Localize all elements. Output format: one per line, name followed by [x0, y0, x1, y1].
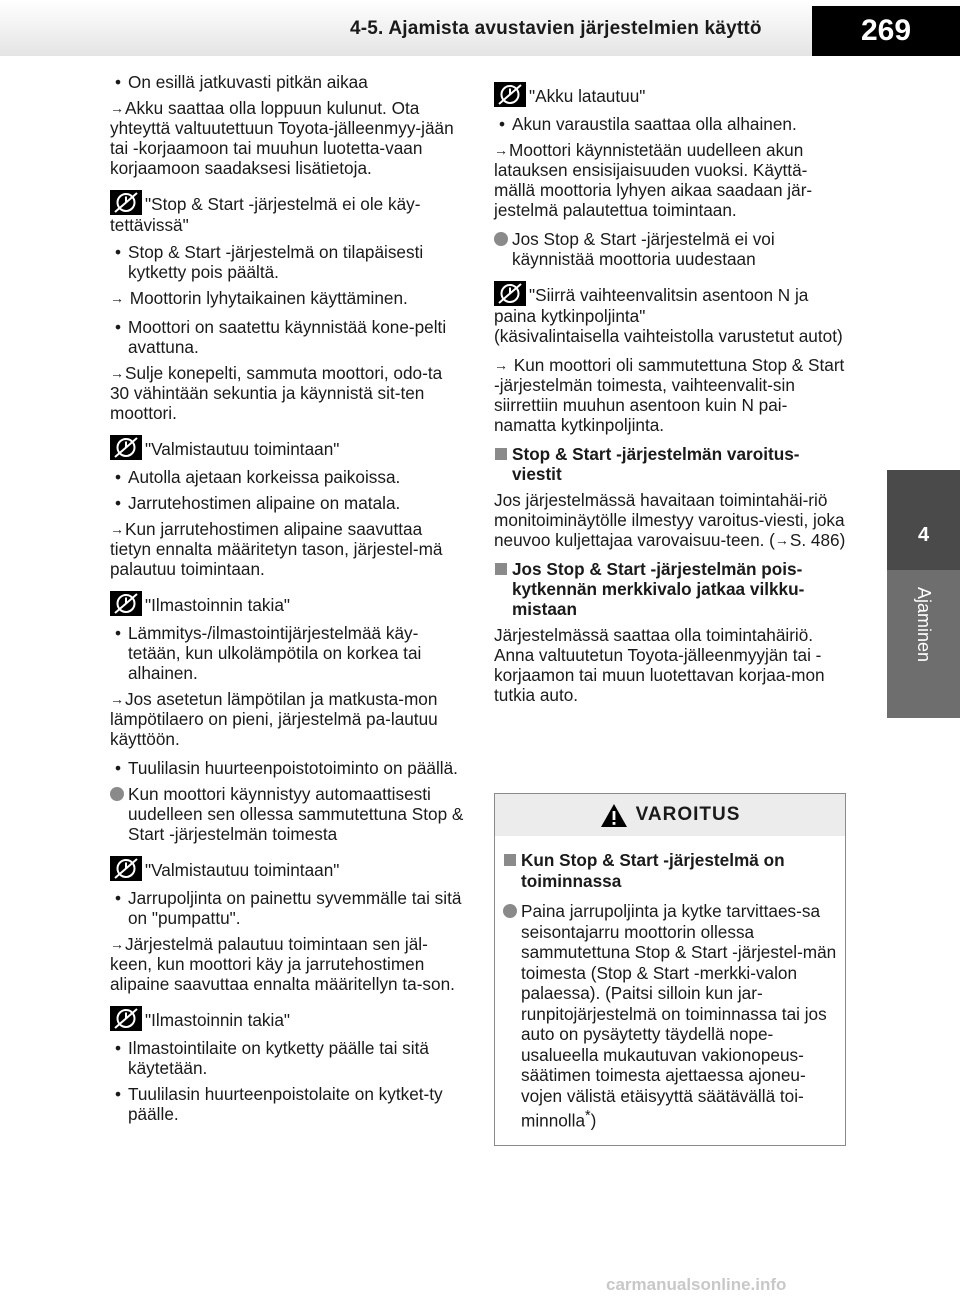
page-reference-link[interactable]: S. 486) [789, 530, 846, 550]
circle-heading: Jos Stop & Start -järjestelmä ei voi käynnistää moottoria uudestaan [494, 229, 846, 269]
stop-start-indicator-icon [110, 591, 142, 616]
message-line: "Valmistautuu toimintaan" [110, 856, 465, 881]
bullet-item: • Jarrutehostimen alipaine on matala. [110, 493, 465, 513]
arrow-paragraph: → Kun moottori oli sammutettuna Stop & Start -järjestelmän toimesta, vaihteenvalit-sin siirrettiin muuhun asentoon kuin N pai-namatta kytkinpoljinta. [494, 355, 845, 435]
arrow-paragraph: →Moottori käynnistetään uudelleen akun latauksen ensisijaisuuden vuoksi. Käyttä-mällä moottoria lyhyen aikaa saadaan jär-jestelmä palautettua toimintaan. [494, 140, 813, 220]
arrow-paragraph: →Jos asetetun lämpötilan ja matkusta-mon lämpötilaero on pieni, järjestelmä pa-lautuu käyttöön. [110, 689, 438, 749]
warning-heading: Kun Stop & Start -järjestelmä on toiminnassa [503, 850, 837, 891]
stop-start-indicator-icon [110, 1006, 142, 1031]
arrow-paragraph: →Kun jarrutehostimen alipaine saavuttaa tietyn ennalta määritetyn tason, järjestel-mä palautuu toimintaan. [110, 519, 443, 579]
arrow-icon: → [110, 691, 124, 707]
message-line: "Ilmastoinnin takia" [110, 1006, 465, 1031]
section-heading: Jos Stop & Start -järjestelmän pois-kytkennän merkkivalo jatkaa vilkku-mistaan [494, 559, 846, 619]
warning-header [495, 794, 845, 836]
watermark: carmanualsonline.info [606, 1275, 787, 1294]
bullet-item: • Stop & Start -järjestelmä on tilapäisesti kytketty pois päältä. [110, 242, 465, 282]
warning-paragraph: Paina jarrupoljinta ja kytke tarvittaes-sa seisontajarru moottorin ollessa sammutettuna Stop & Start -järjestel-män toimesta (Stop & Start -merkki-valon palaessa). (Paitsi silloin kun jar-runpitojärjestelmä on toiminnassa tai jos auto on pysäytetty täydellä nope-usalueella mukautuvan vakionopeus-säätimen toimesta ajettaessa ajoneu-vojen välistä etäisyyttä säätävällä toi-minnolla*) [503, 901, 837, 1131]
warning-triangle-icon [600, 803, 628, 828]
warning-box [494, 793, 846, 1146]
arrow-paragraph: → Moottorin lyhytaikainen käyttäminen. [110, 288, 408, 308]
page-number: 269 [812, 6, 960, 56]
arrow-icon: → [110, 290, 124, 306]
circle-heading: Kun moottori käynnistyy automaattisesti uudelleen sen ollessa sammutettuna Stop & Start -järjestelmän toimesta [110, 784, 465, 844]
body-paragraph: Jos järjestelmässä havaitaan toimintahäi-riö monitoiminäytölle ilmestyy varoitus-viesti, joka neuvoo kuljettajaa varovaisuu-teen. (→S. 486) [494, 490, 846, 550]
body-paragraph: Järjestelmässä saattaa olla toimintahäiriö. Anna valtuutetun Toyota-jälleenmyyjän tai -korjaamon tai muun luotettavan korjaa-mon tutkia auto. [494, 625, 825, 705]
stop-start-indicator-icon [110, 856, 142, 881]
section-heading: Stop & Start -järjestelmän varoitus-viestit [494, 444, 846, 484]
arrow-icon: → [110, 365, 124, 381]
square-bullet-icon [495, 563, 507, 575]
bullet-item: • Tuulilasin huurteenpoistolaite on kytket-ty päälle. [110, 1084, 465, 1124]
stop-start-indicator-icon [494, 281, 526, 306]
warning-title: VAROITUS [635, 804, 741, 825]
circle-bullet-icon [494, 232, 508, 246]
message-line: "Ilmastoinnin takia" [110, 591, 465, 616]
square-bullet-icon [495, 448, 507, 460]
page-header [0, 0, 960, 60]
arrow-icon: → [110, 521, 124, 537]
bullet-item: • Autolla ajetaan korkeissa paikoissa. [110, 467, 465, 487]
chapter-number: 4 [887, 470, 960, 570]
circle-bullet-icon [503, 904, 517, 918]
stop-start-indicator-icon [110, 190, 142, 215]
bullet-item: • Akun varaustila saattaa olla alhainen. [494, 114, 846, 134]
arrow-paragraph: →Sulje konepelti, sammuta moottori, odo-ta 30 vähintään sekuntia ja käynnistä sit-ten moottori. [110, 363, 443, 423]
arrow-icon: → [110, 100, 124, 116]
arrow-icon: → [494, 142, 508, 158]
right-column [494, 72, 846, 714]
bullet-item: • Lämmitys-/ilmastointijärjestelmää käy-tetään, kun ulkolämpötila on korkea tai alhainen. [110, 623, 465, 683]
bullet-item: • Jarrupoljinta on painettu syvemmälle tai sitä on "pumpattu". [110, 888, 465, 928]
message-line: "Valmistautuu toimintaan" [110, 435, 465, 460]
message-note: (käsivalintaisella vaihteistolla varustetut autot) [494, 326, 843, 346]
bullet-item: • Moottori on saatettu käynnistää kone-pelti avattuna. [110, 317, 465, 357]
arrow-paragraph: →Akku saattaa olla loppuun kulunut. Ota yhteyttä valtuutettuun Toyota-jälleenmyy-jään tai -korjaamoon tai muuhun luotetta-vaan korjaamoon saadaksesi lisätietoja. [110, 98, 454, 178]
circle-bullet-icon [110, 787, 124, 801]
bullet-item: • Ilmastointilaite on kytketty päälle tai sitä käytetään. [110, 1038, 465, 1078]
chapter-label: Ajaminen [914, 587, 934, 663]
arrow-icon: → [110, 936, 124, 952]
stop-start-indicator-icon [494, 82, 526, 107]
warning-body [495, 836, 845, 1131]
message-line: "Stop & Start -järjestelmä ei ole käy-tettävissä" [110, 190, 465, 235]
square-bullet-icon [504, 854, 516, 866]
stop-start-indicator-icon [110, 435, 142, 460]
footnote-mark: * [585, 1108, 591, 1124]
arrow-icon: → [494, 357, 508, 373]
left-column [110, 72, 465, 1130]
arrow-paragraph: →Järjestelmä palautuu toimintaan sen jäl-keen, kun moottori käy ja jarrutehostimen alipaine saavuttaa ennalta määritellyn ta-son. [110, 934, 455, 994]
message-line: "Siirrä vaihteenvalitsin asentoon N ja paina kytkinpoljinta" [494, 281, 846, 326]
message-line: "Akku latautuu" [494, 82, 846, 107]
section-title: 4-5. Ajamista avustavien järjestelmien käyttö [350, 18, 762, 39]
arrow-icon: → [774, 532, 789, 548]
bullet-item: • On esillä jatkuvasti pitkän aikaa [110, 72, 465, 92]
bullet-item: • Tuulilasin huurteenpoistotoiminto on päällä. [110, 758, 465, 778]
